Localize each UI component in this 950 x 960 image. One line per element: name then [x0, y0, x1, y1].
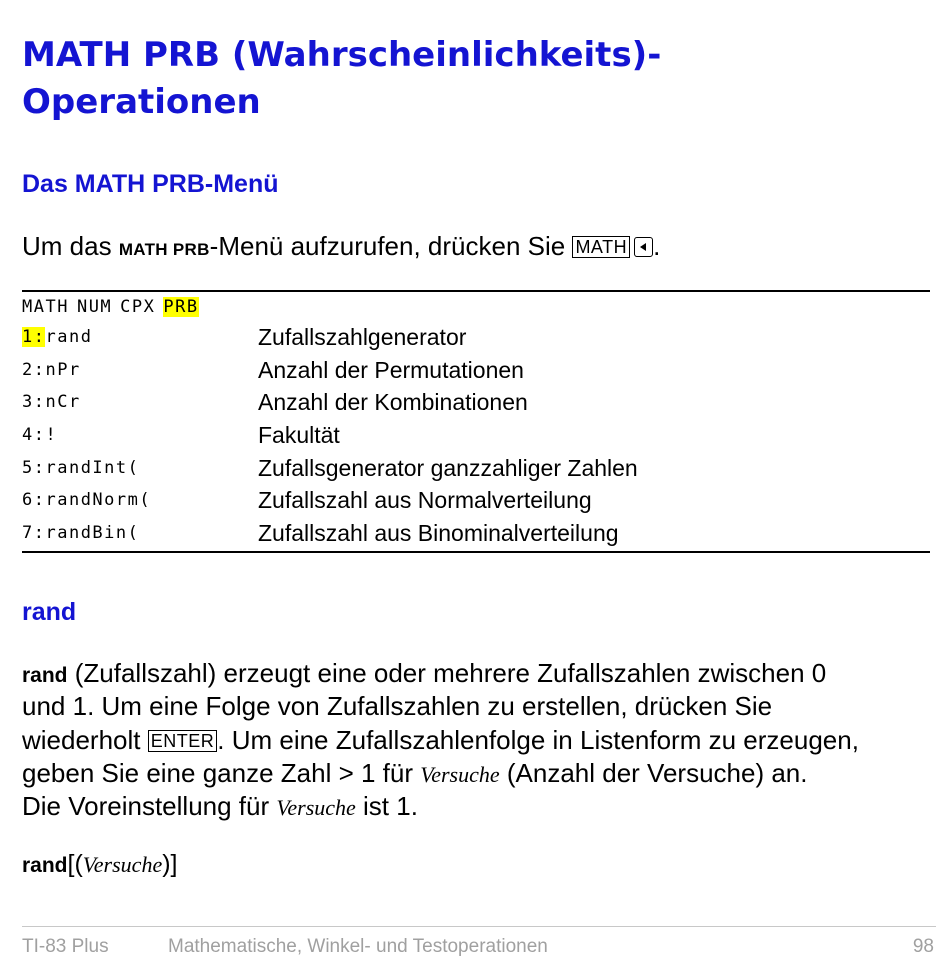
menu-item	[22, 355, 930, 388]
page-title	[22, 32, 922, 126]
syntax-open: [(	[67, 850, 83, 878]
menu-intro-text	[22, 230, 660, 266]
rand-line-5-pre: Die Voreinstellung für	[22, 791, 277, 821]
enter-key: ENTER	[148, 730, 218, 752]
menu-item-description: Fakultät	[258, 422, 340, 449]
menu-item-name: randNorm(	[45, 490, 152, 511]
footer-divider	[22, 926, 936, 927]
page-title-line-2: Operationen	[22, 82, 261, 122]
rand-line-5-post: ist 1.	[355, 791, 418, 821]
menu-item	[22, 322, 930, 355]
tab-num: NUM	[76, 297, 113, 317]
menu-item-command	[22, 420, 57, 450]
menu-item-number-highlighted: 1:	[22, 327, 46, 347]
intro-middle: -Menü aufzurufen, drücken Sie	[209, 231, 573, 261]
menu-item-number: 2:	[22, 359, 46, 380]
rand-line-3-post: . Um eine Zufallszahlenfolge in Listenform zu erzeugen,	[217, 725, 859, 755]
menu-item	[22, 485, 930, 518]
rand-line-4-pre: geben Sie eine ganze Zahl > 1 für	[22, 758, 421, 788]
left-arrow-key-icon	[634, 237, 653, 257]
menu-item-command	[22, 322, 92, 352]
intro-suffix: .	[653, 231, 661, 261]
menu-item-command	[22, 387, 81, 417]
versuche-arg: Versuche	[420, 762, 500, 787]
syntax-close: )]	[162, 850, 178, 878]
footer-chapter: Mathematische, Winkel- und Testoperationen	[168, 936, 548, 957]
menu-item-description: Zufallszahl aus Binominalverteilung	[258, 520, 619, 547]
tab-math: MATH	[22, 297, 69, 317]
menu-item-number: 5:	[22, 457, 46, 478]
menu-item-name: rand	[45, 327, 93, 347]
rand-line-3-pre: wiederholt	[22, 725, 148, 755]
menu-item-description: Zufallsgenerator ganzzahliger Zahlen	[258, 454, 638, 481]
menu-item	[22, 420, 930, 453]
rand-term: rand	[22, 664, 68, 687]
footer-page-number: 98	[912, 936, 934, 957]
section-heading-menu: Das MATH PRB-Menü	[22, 170, 279, 198]
tab-prb-active: PRB	[163, 297, 199, 317]
menu-item-command	[22, 485, 151, 515]
rand-syntax	[22, 850, 178, 879]
menu-item-name: randInt(	[45, 457, 140, 478]
syntax-argument: Versuche	[82, 852, 163, 877]
menu-item-number: 6:	[22, 490, 46, 511]
section-heading-rand: rand	[22, 598, 77, 626]
menu-item-name: nCr	[45, 392, 81, 413]
rand-line-1-text: (Zufallszahl) erzeugt eine oder mehrere Zufallszahlen zwischen 0	[67, 658, 827, 688]
math-prb-menu-table	[22, 290, 930, 553]
menu-item-name: !	[45, 425, 58, 446]
menu-item-command	[22, 453, 139, 483]
intro-prefix: Um das	[22, 231, 119, 261]
intro-menu-name: MATH PRB	[118, 240, 210, 259]
rand-line-1	[22, 657, 826, 692]
versuche-arg: Versuche	[276, 795, 356, 820]
footer-product: TI-83 Plus	[22, 936, 109, 957]
rand-line-3	[22, 724, 859, 757]
syntax-command: rand	[22, 854, 68, 877]
rand-line-4	[22, 757, 808, 791]
menu-item-name: nPr	[45, 359, 81, 380]
menu-item-description: Anzahl der Kombinationen	[258, 389, 528, 416]
math-key: MATH	[572, 236, 630, 258]
menu-item-number: 4:	[22, 425, 46, 446]
tab-cpx: CPX	[120, 297, 156, 317]
menu-item-description: Zufallszahl aus Normalverteilung	[258, 487, 592, 514]
rand-line-4-post: (Anzahl der Versuche) an.	[499, 758, 808, 788]
page-title-line-1: MATH PRB (Wahrscheinlichkeits)-	[22, 35, 662, 75]
menu-item	[22, 518, 930, 551]
menu-item-description: Anzahl der Permutationen	[258, 356, 524, 383]
menu-item	[22, 387, 930, 420]
rand-line-2: und 1. Um eine Folge von Zufallszahlen zu erstellen, drücken Sie	[22, 691, 773, 721]
menu-item-command	[22, 355, 81, 385]
menu-item-number: 3:	[22, 392, 46, 413]
menu-tab-bar	[22, 292, 930, 322]
rand-line-5	[22, 790, 418, 824]
menu-item-name: randBin(	[45, 523, 140, 544]
menu-item	[22, 453, 930, 486]
menu-item-number: 7:	[22, 523, 46, 544]
menu-item-description: Zufallszahlgenerator	[258, 324, 467, 350]
menu-item-command	[22, 518, 139, 548]
